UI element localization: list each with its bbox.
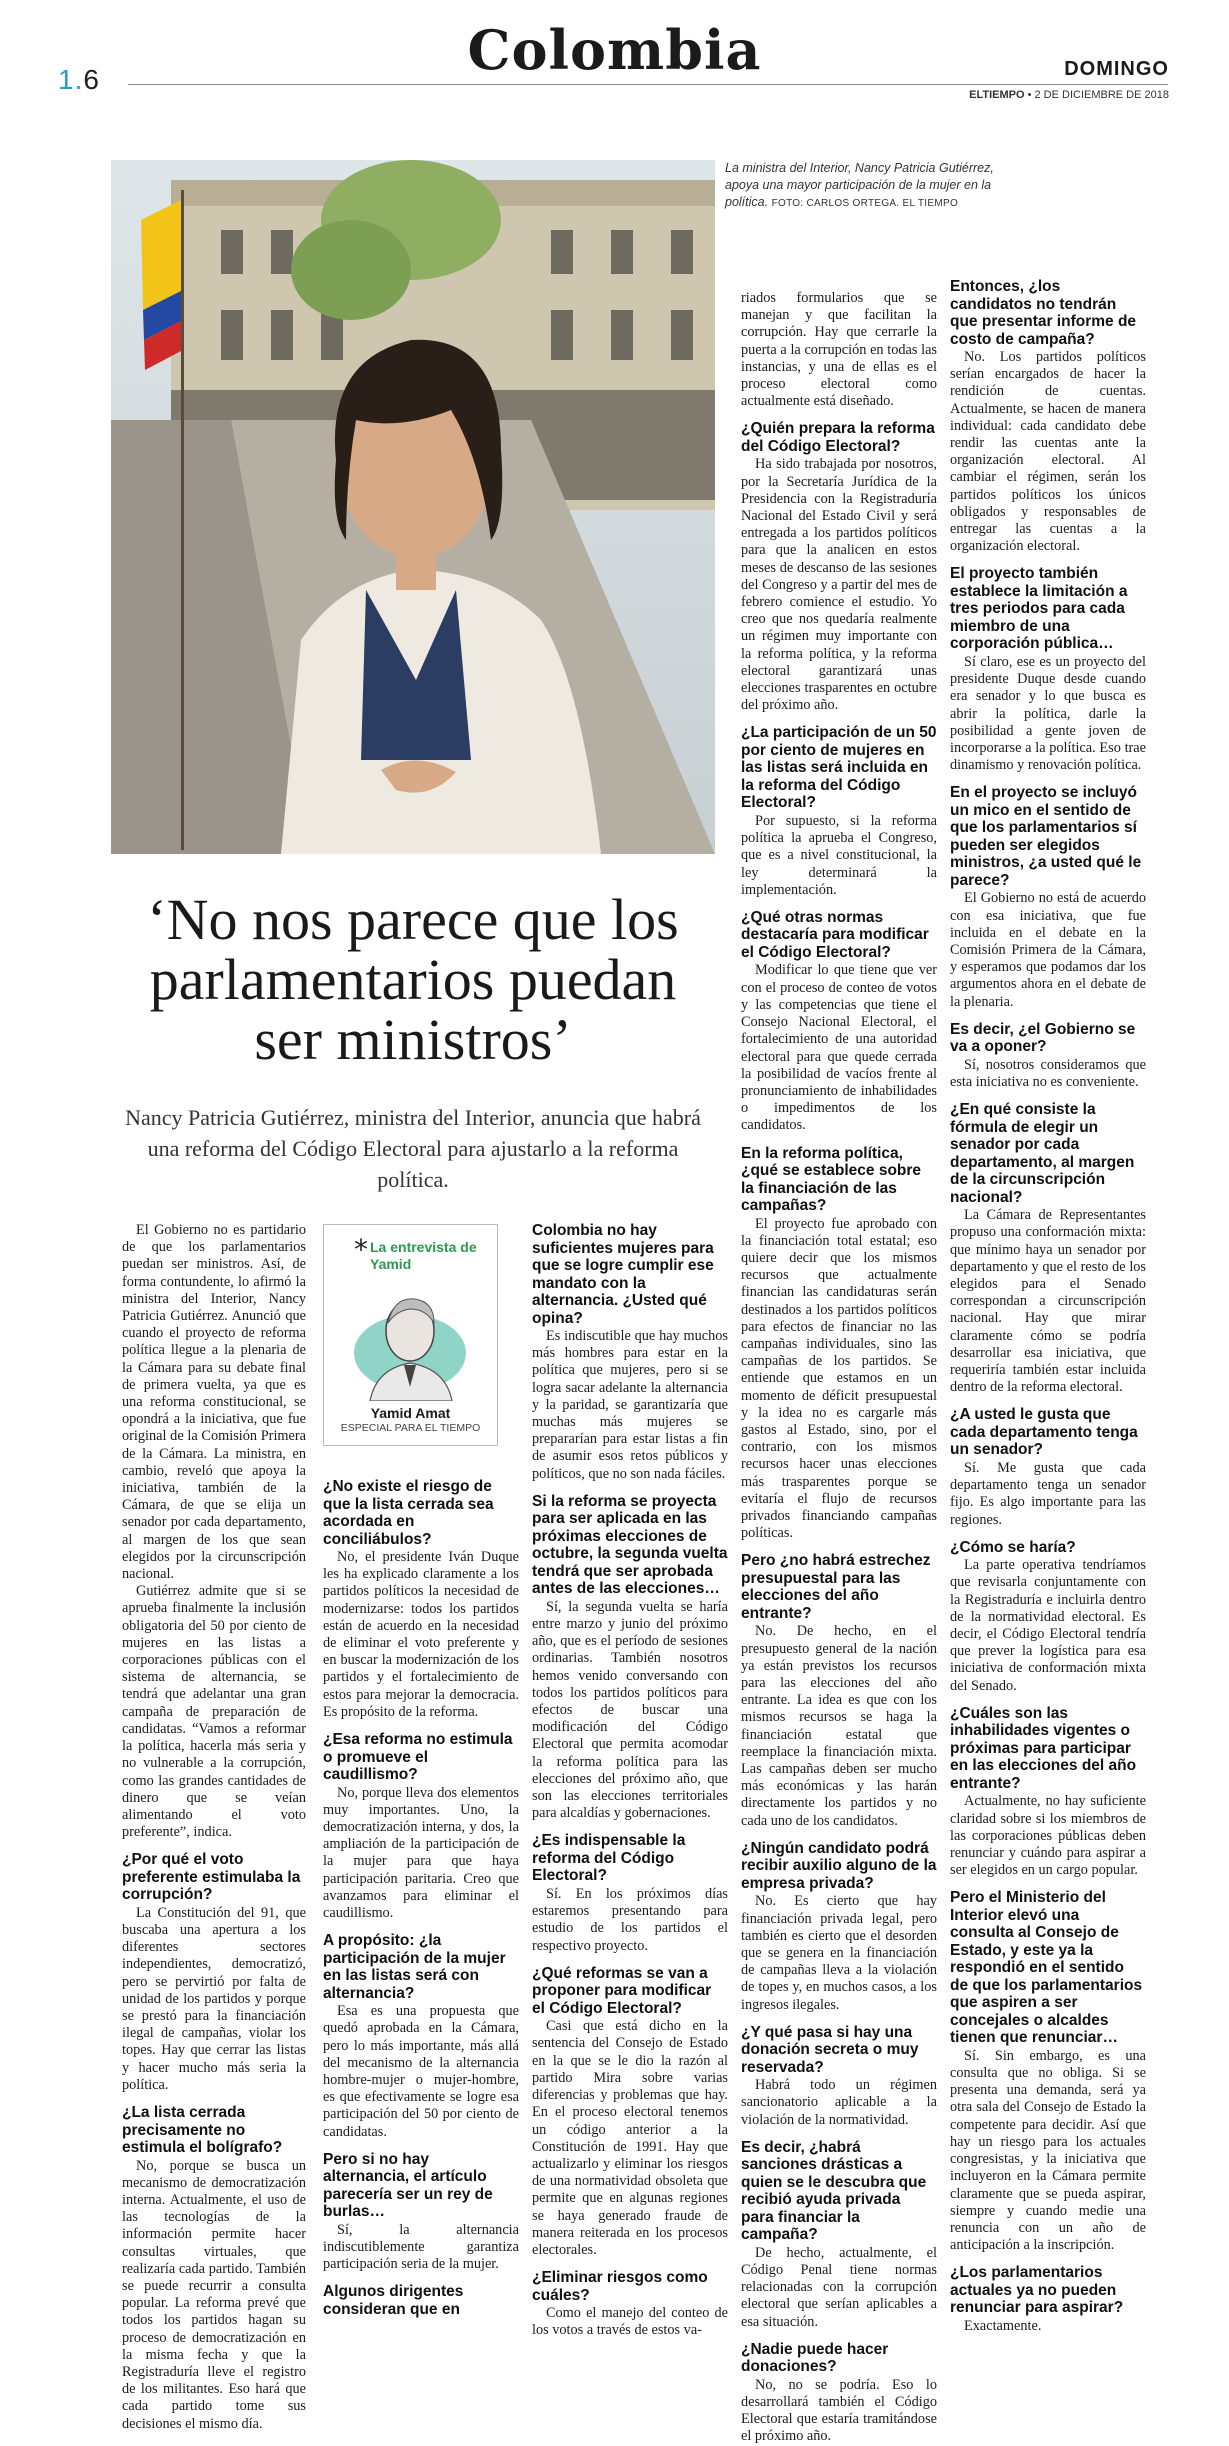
article-column-5 [950, 278, 1146, 2335]
body-paragraph: La Cámara de Representantes propuso una conformación mixta: que mínimo haya un senador por departamento y que el resto de los elegidos para el Senado correspondan a circunscripción nacional. Hay que mirar claramente cómo se podría desarrollar esa iniciativa, que requeriría también estar incluida dentro de la reforma electoral. [950, 1207, 1146, 1396]
question-heading: ¿La participación de un 50 por ciento de mujeres en las listas será incluida en la reforma del Código Electoral? [741, 724, 937, 812]
body-paragraph: Gutiérrez admite que si se aprueba finalmente la inclusión obligatoria del 50 por ciento de mujeres en las listas a corporaciones públicas con el sistema de alternancia, se tendrá que adelantar una gran campaña de preparación de candidatas. “Vamos a reformar la política, hacerla más seria y no vulnerable a la corrupción, como las grandes cantidades de dinero que se veían alimentando el voto preferente”, indica. [122, 1583, 306, 1841]
photo-caption [725, 160, 1025, 212]
body-paragraph: Sí. Sin embargo, es una consulta que no obliga. Si se presenta una demanda, será ya otra sala del Consejo de Estado la competente para decidir. Así que hay un riesgo para los actuales congresistas, y la iniciativa que incluyeron en la Cámara permite claramente que se pueda aspirar, siempre y cuando medie una renuncia con un año de anticipación a la inscripción. [950, 2047, 1146, 2254]
body-paragraph: Modificar lo que tiene que ver con el proceso de conteo de votos y las competencias que tiene el Consejo Nacional Electoral, el fortalecimiento de una autoridad electoral para que quede cerrada la posibilidad de vacíos frente al pronunciamiento de inhabilidades o impedimentos de los candidatos. [741, 962, 937, 1134]
body-paragraph: No. Es cierto que hay financiación privada legal, pero también es cierto que el desorden que se genera en la financiación de campañas lleva a la violación de topes y, en muchos casos, a los ingresos ilegales. [741, 1893, 937, 2013]
question-heading: ¿Eliminar riesgos como cuáles? [532, 2269, 708, 2304]
question-heading: ¿Es indispensable la reforma del Código Electoral? [532, 1832, 686, 1885]
minister-photo [111, 160, 715, 854]
question-heading: En el proyecto se incluyó un mico en el sentido de que los parlamentarios sí pueden ser elegidos ministros, ¿a usted qué le parece? [950, 784, 1142, 889]
body-paragraph: Sí. Me gusta que cada departamento tenga un senador fijo. Es algo importante para las regiones. [950, 1459, 1146, 1528]
question-heading: ¿Nadie puede hacer donaciones? [741, 2340, 889, 2376]
body-paragraph: Exactamente. [964, 2317, 1042, 2334]
question-heading: Algunos dirigentes consideran que en [323, 2283, 464, 2318]
question-heading: ¿Quién prepara la reforma del Código Electoral? [741, 420, 935, 455]
article-column-4 [741, 290, 937, 2446]
question-heading: ¿Ningún candidato podrá recibir auxilio alguno de la empresa privada? [741, 1839, 937, 1892]
date-text: • 2 DE DICIEMBRE DE 2018 [1027, 89, 1169, 101]
photo-credit: FOTO: CARLOS ORTEGA. EL TIEMPO [771, 198, 959, 209]
section-title: Colombia [467, 18, 762, 82]
question-heading: Entonces, ¿los candidatos no tendrán que presentar informe de costo de campaña? [950, 278, 1137, 348]
body-paragraph: No, no se podría. Eso lo desarrollará también el Código Electoral que estaría tramitándose el próximo año. [741, 2376, 937, 2445]
body-paragraph: Actualmente, no hay suficiente claridad sobre si los miembros de las corporaciones públicas deben renunciar y cuándo para aspirar a ser elegidos en un cargo popular. [950, 1793, 1146, 1879]
interviewer-box [323, 1224, 498, 1446]
asterisk-icon: * [354, 1233, 368, 1266]
question-heading: A propósito: ¿la participación de la mujer en las listas será con alternancia? [323, 1932, 506, 2002]
question-heading: ¿En qué consiste la fórmula de elegir un senador por cada departamento, al margen de la circunscripción nacional? [950, 1101, 1135, 1206]
body-paragraph: Por supuesto, si la reforma política la aprueba el Congreso, que es a nivel constitucional, la ley determinará la implementación. [741, 812, 937, 898]
question-heading: ¿Cómo se haría? [950, 1538, 1076, 1556]
weekday-label: DOMINGO [1064, 58, 1169, 80]
body-paragraph: Sí. En los próximos días estaremos presentando para estudio de los partidos el respectivo proyecto. [532, 1885, 728, 1954]
body-paragraph: La Constitución del 91, que buscaba una apertura a los diferentes sectores independientes, democratizó, pero se pervirtió por falta de unidad de los partidos y porque se prestó para la financiación ilegal de campañas, violar los topes. Hay que cerrar las listas y hacer mucho más seria la política. [122, 1904, 306, 2093]
question-heading: El proyecto también establece la limitación a tres periodos para cada miembro de una corporación pública… [950, 565, 1128, 653]
dateline [969, 89, 1169, 101]
body-paragraph: Es indiscutible que hay muchos más hombres para estar en la política que mujeres, pero si se logra sacar adelante la alternancia y la paridad, se garantizaría que muchas más mujeres se prepararían para estar listas a fin de asumir esos retos públicos y políticos, que no son nada fáciles. [532, 1328, 728, 1482]
interviewer-role: ESPECIAL PARA EL TIEMPO [340, 1422, 481, 1434]
interviewer-name: Yamid Amat [370, 1405, 451, 1421]
body-paragraph: No. De hecho, en el presupuesto general de la nación ya están previstos los recursos para las elecciones del año entrante. La idea es que con los mismos recursos se haga la financiación estatal que reemplace la financiación mixta. Las campañas deben ser mucho más económicas y las harán directamente los partidos y no cada uno de los candidatos. [741, 1623, 937, 1829]
body-paragraph: riados formularios que se manejan y que facilitan la corrupción. Hay que cerrarle la puerta a la corrupción en todas las instancias, y una de ellas es el proceso electoral como actualmente está diseñado. [741, 290, 937, 410]
question-heading: ¿Qué otras normas destacaría para modificar el Código Electoral? [741, 908, 929, 961]
question-heading: Es decir, ¿el Gobierno se va a oponer? [950, 1020, 1136, 1056]
body-paragraph: Habrá todo un régimen sancionatorio aplicable a la violación de la normatividad. [741, 2077, 937, 2128]
question-heading: ¿No existe el riesgo de que la lista cerrada sea acordada en conciliábulos? [323, 1478, 494, 1548]
body-paragraph: El Gobierno no es partidario de que los parlamentarios puedan ser ministros. Así, de forma contundente, lo afirmó la ministra del Interior, Nancy Patricia Gutiérrez. Anunció que cuando el proyecto de reforma política llegue a la plenaria de la Cámara para su debate final de primera vuelta, ya que es una reforma constitucional, se opondrá a la iniciativa, que fue original de la Comisión Primera de la Cámara. La ministra, en cambio, reveló que apoya la iniciativa, también de la Cámara, de que se elija un senador por cada departamento, al margen de los que sean elegidos por la circunscripción nacional. [122, 1222, 306, 1583]
headline: ‘No nos parece que los parlamentarios puedan ser ministros’ [147, 887, 679, 1072]
question-heading: ¿Por qué el voto preferente estimulaba la corrupción? [122, 1851, 301, 1904]
body-paragraph: Como el manejo del conteo de los votos a través de estos va- [532, 2305, 728, 2339]
article-column-1 [122, 1222, 306, 2433]
body-paragraph: La parte operativa tendríamos que revisarla conjuntamente con la Registraduría e incluirla dentro de la normatividad electoral. Es decir, el Código Electoral tendría que prever la logística para esa iniciativa de conformación mixta del Senado. [950, 1557, 1146, 1694]
question-heading: ¿Los parlamentarios actuales ya no pueden renunciar para aspirar? [950, 2264, 1124, 2317]
body-paragraph: Esa es una propuesta que quedó aprobada en la Cámara, pero lo más importante, más allá del mecanismo de la alternancia hombre-mujer o mujer-hombre, es que efectivamente se logre esa participación del 50 por ciento de candidatas. [323, 2003, 519, 2140]
article-column-2 [323, 1478, 519, 2319]
body-paragraph: Casi que está dicho en la sentencia del Consejo de Estado en la que se le dio la razón al partido Mira sobre varias diferencias y problemas que hay. En el proceso electoral tenemos un código anterior a la Constitución de 1991. Hay que actualizarlo y eliminar los riesgos de una normatividad obsoleta que permite que en algunas regiones se haya generado fraude de manera reiterada en los procesos electorales. [532, 2018, 728, 2258]
question-heading: ¿Esa reforma no estimula o promueve el caudillismo? [323, 1731, 513, 1784]
question-heading: En la reforma política, ¿qué se establece sobre la financiación de las campañas? [741, 1144, 922, 1215]
article-column-3 [532, 1222, 728, 2340]
interview-series-label: La entrevista de Yamid [370, 1239, 477, 1272]
body-paragraph: De hecho, actualmente, el Código Penal tiene normas relacionadas con la corrupción electoral que serían aplicables a esa situación. [741, 2244, 937, 2330]
body-paragraph: Sí claro, ese es un proyecto del presidente Duque desde cuando era senador y lo que busca es abrir la política, darle la posibilidad a gente joven de incorporarse a la política. Eso trae dinamismo y renovación política. [950, 653, 1146, 774]
question-heading: ¿Qué reformas se van a proponer para modificar el Código Electoral? [532, 1964, 712, 2017]
question-heading: Es decir, ¿habrá sanciones drásticas a quien se le descubra que recibió ayuda privada para financiar la campaña? [741, 2138, 927, 2244]
interviewer-portrait [354, 1283, 467, 1401]
body-paragraph: No, el presidente Iván Duque les ha explicado claramente a los partidos políticos la necesidad de modernizarse: todos los partidos están de acuerdo en la necesidad de eliminar el voto preferente y en buscar la modernización de los partidos y el fortalecimiento de estos para mejorar la democracia. Es propósito de la reforma. [323, 1549, 519, 1720]
caption-text: La ministra del Interior, Nancy Patricia Gutiérrez, apoya una mayor participación de la mujer en la política. [725, 161, 994, 209]
body-paragraph: Sí, la segunda vuelta se haría entre marzo y junio del próximo año, que es el período de sesiones ordinarias. También nosotros hemos venido conversando con todos los partidos políticos para efectos de buscar una modificación del Código Electoral que permita acomodar la reforma política para las elecciones del próximo año, que son las elecciones territoriales para alcaldías y gobernaciones. [532, 1598, 728, 1822]
deck-subtitle: Nancy Patricia Gutiérrez, ministra del Interior, anuncia que habrá una reforma del Código Electoral para ajustarlo a la reforma política. [125, 1105, 701, 1192]
question-heading: Pero el Ministerio del Interior elevó una consulta al Consejo de Estado, y este ya la respondió en el sentido de que los parlamentarios que aspiren a ser concejales o alcaldes tienen que renunciar… [950, 1889, 1143, 2047]
body-paragraph: El Gobierno no está de acuerdo con esa iniciativa, que fue incluida en el debate en la Comisión Primera de la Cámara, y esperamos que podamos dar los argumentos ahora en el debate de la plenaria. [950, 890, 1146, 1010]
question-heading: Colombia no hay suficientes mujeres para que se logre cumplir ese mandato con la alternancia. ¿Usted qué opina? [532, 1222, 714, 1327]
header-rule [128, 84, 1168, 85]
question-heading: Si la reforma se proyecta para ser aplicada en las próximas elecciones de octubre, la segunda vuelta tendrá que ser aprobada antes de las elecciones… [532, 1492, 728, 1598]
body-paragraph: Ha sido trabajada por nosotros, por la Secretaría Jurídica de la Presidencia con la Registraduría Nacional del Estado Civil y será entregada a los partidos políticos para que la analicen en estos meses de descanso de las sesiones del Congreso y a partir del mes de febrero comience el estudio. Yo creo que nos quedaría realmente un régimen muy importante con la reforma política, y la reforma electoral garantizará unas elecciones trasparentes en octubre del próximo año. [741, 456, 937, 714]
question-heading: Pero si no hay alternancia, el artículo parecería ser un rey de burlas… [323, 2150, 493, 2221]
question-heading: ¿A usted le gusta que cada departamento tenga un senador? [950, 1406, 1138, 1459]
question-heading: ¿Y qué pasa si hay una donación secreta o muy reservada? [741, 2023, 919, 2076]
body-paragraph: El proyecto fue aprobado con la financiación total estatal; eso quiere decir que los mismos recursos que actualmente financian las candidaturas serán destinados a los partidos políticos para efectos de financiar no las campañas individuales, sino las campañas de los partidos. Se entiende que estamos en un momento de déficit presupuestal y la idea no es cargarle más gastos al Estado, sino, por el contrario, con los mismos recursos hacer unas elecciones más trasparentes porque se evitaría el flujo de recursos privados financiando campañas políticas. [741, 1215, 937, 1542]
body-paragraph: No, porque lleva dos elementos muy importantes. Uno, la democratización interna, y dos, la ampliación de la participación de la mujer para que haya participación paritaria. Creo que avanzamos para eliminar el caudillismo. [323, 1784, 519, 1921]
body-paragraph: Sí, la alternancia indiscutiblemente garantiza participación seria de la mujer. [323, 2221, 519, 2273]
question-heading: ¿Cuáles son las inhabilidades vigentes o próximas para participar en las elecciones del año entrante? [950, 1704, 1137, 1792]
question-heading: Pero ¿no habrá estrechez presupuestal para las elecciones del año entrante? [741, 1552, 931, 1622]
body-paragraph: No, porque se busca un mecanismo de democratización interna. Actualmente, el uso de las tecnologías de la información permite hacer consultas virtuales, que realizaría cada partido. También se puede recurrir a consulta popular. La reforma prevé que todos los partidos hagan su proceso de democratización en la misma fecha y que la Registraduría lleve el registro de los militantes. Eso hará que cada partido tome sus decisiones el mismo día. [122, 2157, 306, 2432]
paper-name: ELTIEMPO [969, 89, 1025, 101]
body-paragraph: Sí, nosotros consideramos que esta iniciativa no es conveniente. [950, 1056, 1146, 1090]
body-paragraph: No. Los partidos políticos serían encargados de hacer la rendición de cuentas. Actualmente, se hacen de manera individual: cada candidato debe rendir las cuentas ante la organización electoral. Al cambiar el régimen, serán los partidos políticos los únicos obligados y responsables de entregar las cuentas a la organización electoral. [950, 349, 1146, 555]
question-heading: ¿La lista cerrada precisamente no estimula el bolígrafo? [122, 2104, 283, 2157]
page-number: 1.6 [58, 64, 100, 95]
